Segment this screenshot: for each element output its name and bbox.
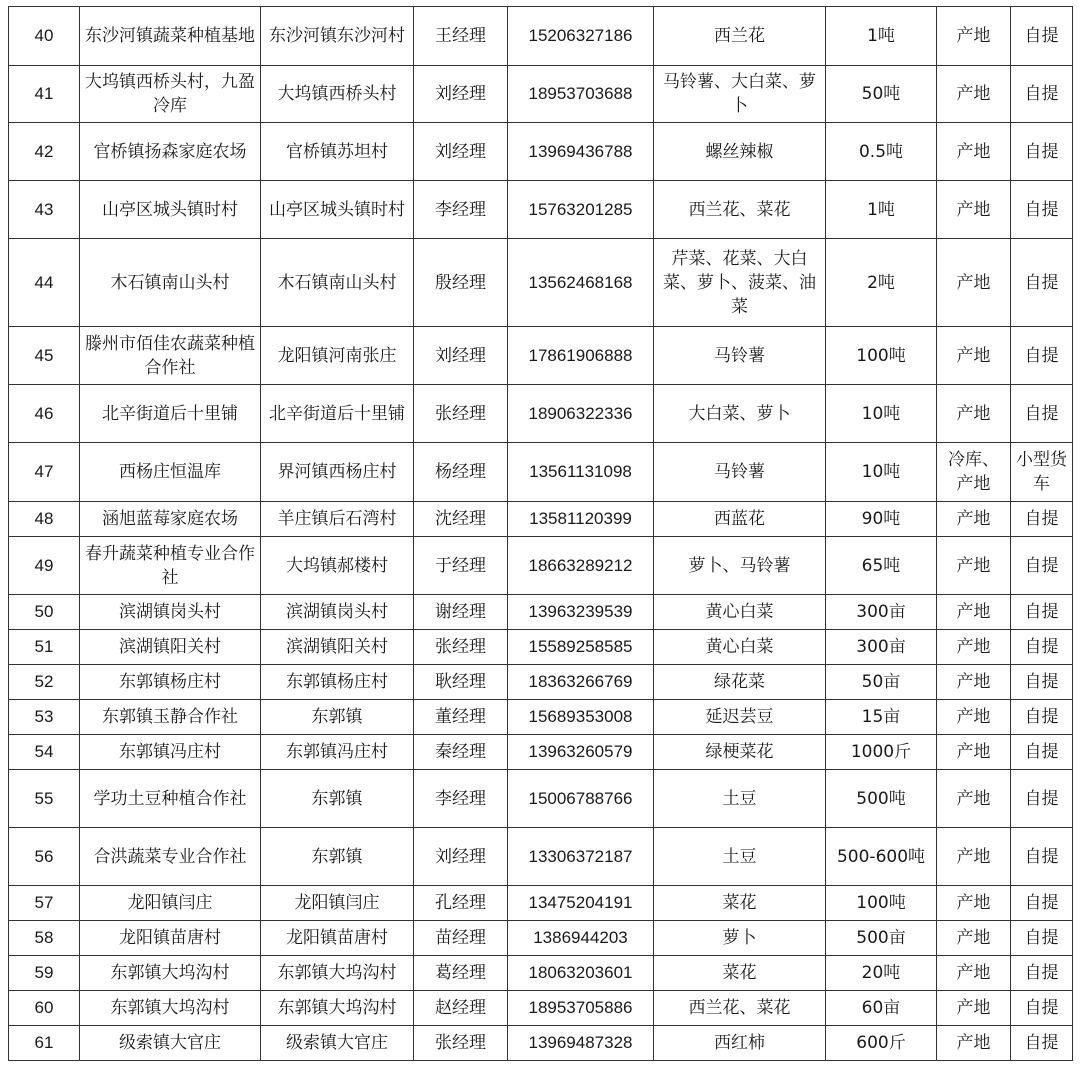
delivery-method: 自提: [1011, 123, 1073, 181]
phone-number: 13963260579: [508, 735, 654, 770]
supply-quantity: 50吨: [826, 66, 937, 123]
product-type: 马铃薯: [654, 443, 826, 502]
contact-person: 刘经理: [414, 327, 508, 385]
contact-person: 孔经理: [414, 886, 508, 921]
delivery-method: 自提: [1011, 886, 1073, 921]
row-number: 53: [9, 700, 80, 735]
supplier-name: 北辛街道后十里铺: [80, 385, 261, 443]
row-number: 54: [9, 735, 80, 770]
phone-number: 15763201285: [508, 181, 654, 239]
phone-number: 15589258585: [508, 630, 654, 665]
product-type: 绿花菜: [654, 665, 826, 700]
supply-quantity: 10吨: [826, 385, 937, 443]
supply-quantity: 65吨: [826, 537, 937, 595]
supply-source: 产地: [937, 770, 1011, 828]
row-number: 51: [9, 630, 80, 665]
product-type: 绿梗菜花: [654, 735, 826, 770]
supplier-address: 界河镇西杨庄村: [261, 443, 414, 502]
supplier-address: 滨湖镇阳关村: [261, 630, 414, 665]
supply-quantity: 500吨: [826, 770, 937, 828]
contact-person: 耿经理: [414, 665, 508, 700]
supplier-name: 滕州市佰佳农蔬菜种植合作社: [80, 327, 261, 385]
supply-source: 产地: [937, 1026, 1011, 1061]
supply-quantity: 300亩: [826, 630, 937, 665]
row-number: 45: [9, 327, 80, 385]
product-type: 马铃薯: [654, 327, 826, 385]
delivery-method: 自提: [1011, 7, 1073, 66]
product-type: 马铃薯、大白菜、萝卜: [654, 66, 826, 123]
supply-source: 产地: [937, 828, 1011, 886]
supply-quantity: 0.5吨: [826, 123, 937, 181]
phone-number: 13969487328: [508, 1026, 654, 1061]
supplier-address: 大坞镇郝楼村: [261, 537, 414, 595]
table-row: [9, 66, 1073, 123]
contact-person: 张经理: [414, 1026, 508, 1061]
supplier-name: 东郭镇冯庄村: [80, 735, 261, 770]
delivery-method: 自提: [1011, 595, 1073, 630]
supply-quantity: 600斤: [826, 1026, 937, 1061]
row-number: 52: [9, 665, 80, 700]
supply-source: 产地: [937, 665, 1011, 700]
phone-number: 18906322336: [508, 385, 654, 443]
row-number: 55: [9, 770, 80, 828]
table-row: [9, 385, 1073, 443]
product-type: 螺丝辣椒: [654, 123, 826, 181]
contact-person: 李经理: [414, 181, 508, 239]
delivery-method: 自提: [1011, 181, 1073, 239]
delivery-method: 自提: [1011, 921, 1073, 956]
supply-source: 冷库、产地: [937, 443, 1011, 502]
supply-quantity: 1吨: [826, 181, 937, 239]
row-number: 47: [9, 443, 80, 502]
supplier-name: 东郭镇大坞沟村: [80, 956, 261, 991]
delivery-method: 自提: [1011, 239, 1073, 327]
supplier-name: 滨湖镇岗头村: [80, 595, 261, 630]
supply-quantity: 10吨: [826, 443, 937, 502]
row-number: 60: [9, 991, 80, 1026]
supplier-name: 级索镇大官庄: [80, 1026, 261, 1061]
product-type: 黄心白菜: [654, 595, 826, 630]
product-type: 菜花: [654, 886, 826, 921]
row-number: 43: [9, 181, 80, 239]
supplier-address: 龙阳镇闫庄: [261, 886, 414, 921]
table-row: [9, 502, 1073, 537]
supplier-address: 山亭区城头镇时村: [261, 181, 414, 239]
supply-quantity: 15亩: [826, 700, 937, 735]
supply-quantity: 90吨: [826, 502, 937, 537]
supplier-address: 滨湖镇岗头村: [261, 595, 414, 630]
phone-number: 13561131098: [508, 443, 654, 502]
table-row: [9, 239, 1073, 327]
supplier-address: 大坞镇西桥头村: [261, 66, 414, 123]
supplier-name: 西杨庄恒温库: [80, 443, 261, 502]
supplier-address: 北辛街道后十里铺: [261, 385, 414, 443]
table-row: [9, 886, 1073, 921]
delivery-method: 自提: [1011, 700, 1073, 735]
phone-number: 15689353008: [508, 700, 654, 735]
supplier-address: 东郭镇: [261, 700, 414, 735]
supplier-name: 山亭区城头镇时村: [80, 181, 261, 239]
supply-quantity: 1000斤: [826, 735, 937, 770]
phone-number: 18363266769: [508, 665, 654, 700]
product-type: 土豆: [654, 770, 826, 828]
supply-source: 产地: [937, 327, 1011, 385]
contact-person: 殷经理: [414, 239, 508, 327]
table-row: [9, 7, 1073, 66]
delivery-method: 自提: [1011, 502, 1073, 537]
row-number: 48: [9, 502, 80, 537]
supplier-name: 涵旭蓝莓家庭农场: [80, 502, 261, 537]
supplier-name: 木石镇南山头村: [80, 239, 261, 327]
contact-person: 沈经理: [414, 502, 508, 537]
phone-number: 18953705886: [508, 991, 654, 1026]
supply-quantity: 2吨: [826, 239, 937, 327]
supply-source: 产地: [937, 537, 1011, 595]
supplier-name: 龙阳镇苗唐村: [80, 921, 261, 956]
supplier-address: 官桥镇苏坦村: [261, 123, 414, 181]
supply-source: 产地: [937, 956, 1011, 991]
product-type: 芹菜、花菜、大白菜、萝卜、菠菜、油菜: [654, 239, 826, 327]
product-type: 西兰花: [654, 7, 826, 66]
phone-number: 15206327186: [508, 7, 654, 66]
supplier-name: 官桥镇扬森家庭农场: [80, 123, 261, 181]
phone-number: 13475204191: [508, 886, 654, 921]
phone-number: 13969436788: [508, 123, 654, 181]
supply-quantity: 100吨: [826, 327, 937, 385]
delivery-method: 自提: [1011, 665, 1073, 700]
contact-person: 董经理: [414, 700, 508, 735]
supply-source: 产地: [937, 921, 1011, 956]
supply-source: 产地: [937, 735, 1011, 770]
product-type: 菜花: [654, 956, 826, 991]
table-row: [9, 443, 1073, 502]
supply-source: 产地: [937, 385, 1011, 443]
product-type: 黄心白菜: [654, 630, 826, 665]
supplier-address: 东郭镇冯庄村: [261, 735, 414, 770]
supply-source: 产地: [937, 630, 1011, 665]
delivery-method: 自提: [1011, 66, 1073, 123]
supply-source: 产地: [937, 123, 1011, 181]
product-type: 土豆: [654, 828, 826, 886]
product-type: 大白菜、萝卜: [654, 385, 826, 443]
row-number: 46: [9, 385, 80, 443]
table-row: [9, 700, 1073, 735]
supply-source: 产地: [937, 595, 1011, 630]
delivery-method: 自提: [1011, 735, 1073, 770]
table-row: [9, 537, 1073, 595]
table-body: [9, 7, 1073, 1061]
delivery-method: 自提: [1011, 630, 1073, 665]
table-row: [9, 327, 1073, 385]
row-number: 58: [9, 921, 80, 956]
phone-number: 18063203601: [508, 956, 654, 991]
delivery-method: 小型货车: [1011, 443, 1073, 502]
supplier-name: 合洪蔬菜专业合作社: [80, 828, 261, 886]
supplier-address: 级索镇大官庄: [261, 1026, 414, 1061]
table-row: [9, 770, 1073, 828]
contact-person: 赵经理: [414, 991, 508, 1026]
supply-quantity: 300亩: [826, 595, 937, 630]
table-row: [9, 921, 1073, 956]
table-row: [9, 123, 1073, 181]
contact-person: 刘经理: [414, 828, 508, 886]
supply-quantity: 20吨: [826, 956, 937, 991]
product-type: 西红柿: [654, 1026, 826, 1061]
supplier-address: 木石镇南山头村: [261, 239, 414, 327]
supply-quantity: 500-600吨: [826, 828, 937, 886]
phone-number: 17861906888: [508, 327, 654, 385]
delivery-method: 自提: [1011, 991, 1073, 1026]
contact-person: 葛经理: [414, 956, 508, 991]
phone-number: 13306372187: [508, 828, 654, 886]
contact-person: 于经理: [414, 537, 508, 595]
contact-person: 张经理: [414, 385, 508, 443]
row-number: 40: [9, 7, 80, 66]
supplier-name: 东郭镇杨庄村: [80, 665, 261, 700]
phone-number: 13581120399: [508, 502, 654, 537]
supplier-address: 龙阳镇苗唐村: [261, 921, 414, 956]
product-type: 西蓝花: [654, 502, 826, 537]
supplier-table: [8, 6, 1073, 1061]
supply-quantity: 50亩: [826, 665, 937, 700]
supply-quantity: 1吨: [826, 7, 937, 66]
contact-person: 秦经理: [414, 735, 508, 770]
contact-person: 苗经理: [414, 921, 508, 956]
supplier-name: 东郭镇玉静合作社: [80, 700, 261, 735]
supplier-address: 东郭镇大坞沟村: [261, 991, 414, 1026]
row-number: 56: [9, 828, 80, 886]
row-number: 61: [9, 1026, 80, 1061]
supplier-address: 东郭镇: [261, 770, 414, 828]
supplier-address: 龙阳镇河南张庄: [261, 327, 414, 385]
supply-source: 产地: [937, 886, 1011, 921]
phone-number: 18663289212: [508, 537, 654, 595]
table-row: [9, 595, 1073, 630]
row-number: 41: [9, 66, 80, 123]
table-row: [9, 181, 1073, 239]
contact-person: 刘经理: [414, 123, 508, 181]
phone-number: 18953703688: [508, 66, 654, 123]
supply-quantity: 500亩: [826, 921, 937, 956]
table-row: [9, 1026, 1073, 1061]
phone-number: 13562468168: [508, 239, 654, 327]
delivery-method: 自提: [1011, 1026, 1073, 1061]
contact-person: 李经理: [414, 770, 508, 828]
delivery-method: 自提: [1011, 956, 1073, 991]
phone-number: 1386944203: [508, 921, 654, 956]
supplier-name: 春升蔬菜种植专业合作社: [80, 537, 261, 595]
delivery-method: 自提: [1011, 828, 1073, 886]
supplier-address: 羊庄镇后石湾村: [261, 502, 414, 537]
supply-quantity: 100吨: [826, 886, 937, 921]
contact-person: 杨经理: [414, 443, 508, 502]
product-type: 萝卜、马铃薯: [654, 537, 826, 595]
supplier-address: 东郭镇杨庄村: [261, 665, 414, 700]
supply-source: 产地: [937, 502, 1011, 537]
table-row: [9, 630, 1073, 665]
supplier-name: 滨湖镇阳关村: [80, 630, 261, 665]
row-number: 42: [9, 123, 80, 181]
table-row: [9, 991, 1073, 1026]
contact-person: 张经理: [414, 630, 508, 665]
phone-number: 13963239539: [508, 595, 654, 630]
delivery-method: 自提: [1011, 537, 1073, 595]
row-number: 50: [9, 595, 80, 630]
table-row: [9, 956, 1073, 991]
delivery-method: 自提: [1011, 770, 1073, 828]
supply-source: 产地: [937, 66, 1011, 123]
product-type: 西兰花、菜花: [654, 181, 826, 239]
supply-quantity: 60亩: [826, 991, 937, 1026]
product-type: 西兰花、菜花: [654, 991, 826, 1026]
supplier-name: 东沙河镇蔬菜种植基地: [80, 7, 261, 66]
supplier-address: 东郭镇: [261, 828, 414, 886]
supply-source: 产地: [937, 181, 1011, 239]
delivery-method: 自提: [1011, 327, 1073, 385]
table-row: [9, 665, 1073, 700]
supplier-address: 东沙河镇东沙河村: [261, 7, 414, 66]
row-number: 44: [9, 239, 80, 327]
contact-person: 王经理: [414, 7, 508, 66]
supply-source: 产地: [937, 991, 1011, 1026]
product-type: 萝卜: [654, 921, 826, 956]
supplier-name: 大坞镇西桥头村，九盈冷库: [80, 66, 261, 123]
contact-person: 刘经理: [414, 66, 508, 123]
supply-source: 产地: [937, 700, 1011, 735]
product-type: 延迟芸豆: [654, 700, 826, 735]
supply-source: 产地: [937, 7, 1011, 66]
supply-source: 产地: [937, 239, 1011, 327]
supplier-name: 龙阳镇闫庄: [80, 886, 261, 921]
supplier-name: 学功土豆种植合作社: [80, 770, 261, 828]
phone-number: 15006788766: [508, 770, 654, 828]
table-row: [9, 828, 1073, 886]
supplier-name: 东郭镇大坞沟村: [80, 991, 261, 1026]
row-number: 59: [9, 956, 80, 991]
supplier-address: 东郭镇大坞沟村: [261, 956, 414, 991]
row-number: 49: [9, 537, 80, 595]
table-row: [9, 735, 1073, 770]
delivery-method: 自提: [1011, 385, 1073, 443]
contact-person: 谢经理: [414, 595, 508, 630]
row-number: 57: [9, 886, 80, 921]
